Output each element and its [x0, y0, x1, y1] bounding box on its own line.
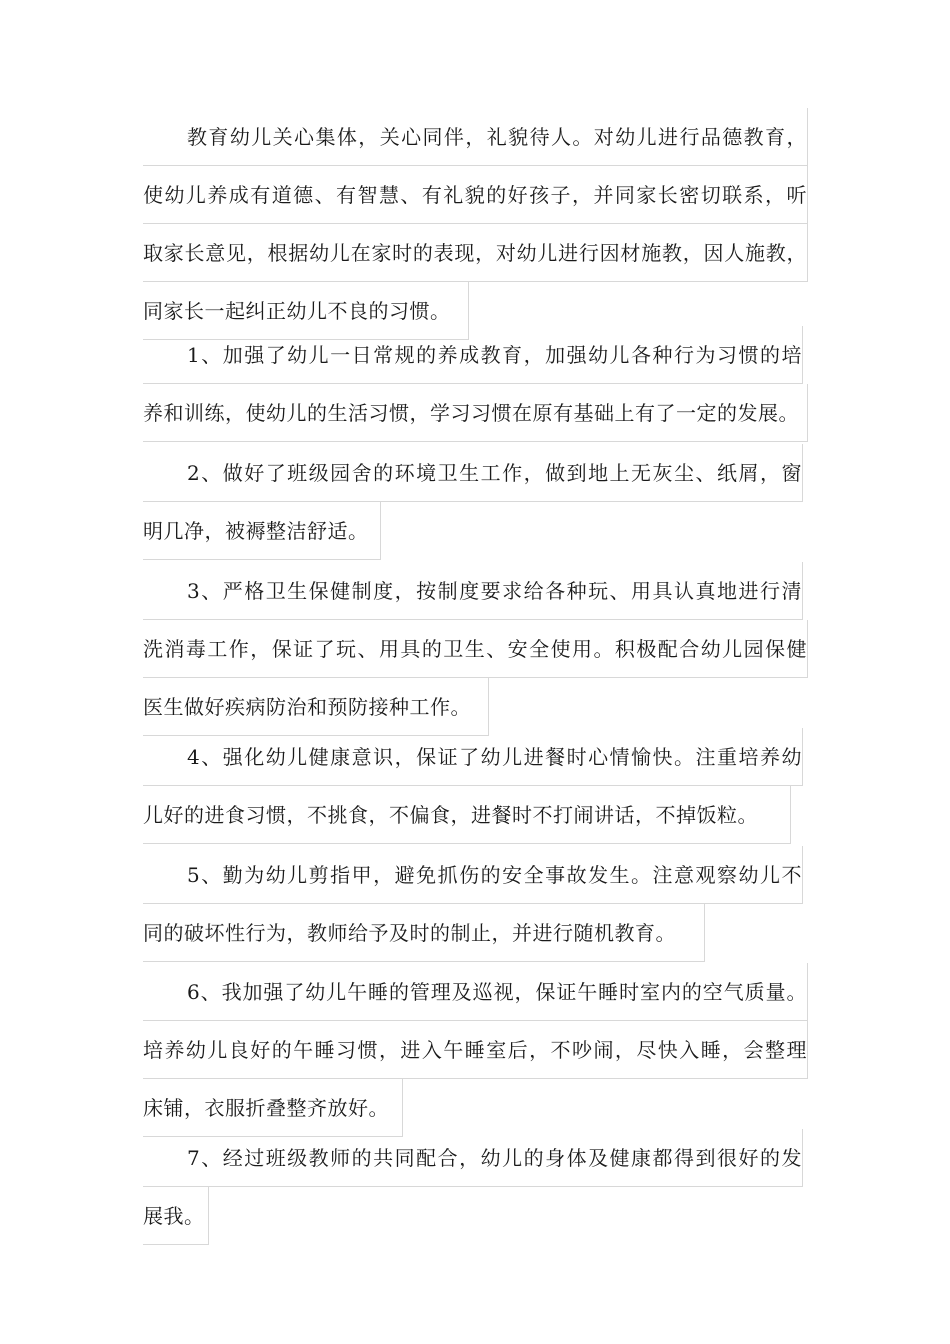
paragraph-intro	[143, 108, 808, 340]
text-line: 同家长一起纠正幼儿不良的习惯。	[143, 282, 469, 340]
text-line: 3、严格卫生保健制度，按制度要求给各种玩、用具认真地进行清	[143, 562, 803, 620]
text-line: 养和训练，使幼儿的生活习惯，学习习惯在原有基础上有了一定的发展。	[143, 384, 808, 442]
paragraph-item-7	[143, 1129, 808, 1245]
text-line: 展我。	[143, 1187, 209, 1245]
paragraph-item-1	[143, 326, 808, 442]
paragraph-item-3	[143, 562, 808, 736]
paragraph-item-6	[143, 963, 808, 1137]
text-line: 2、做好了班级园舍的环境卫生工作，做到地上无灰尘、纸屑，窗	[143, 444, 803, 502]
text-line: 医生做好疾病防治和预防接种工作。	[143, 678, 489, 736]
text-line: 5、勤为幼儿剪指甲，避免抓伤的安全事故发生。注意观察幼儿不	[143, 846, 803, 904]
text-line: 洗消毒工作，保证了玩、用具的卫生、安全使用。积极配合幼儿园保健	[143, 620, 808, 678]
text-line: 4、强化幼儿健康意识，保证了幼儿进餐时心情愉快。注重培养幼	[143, 728, 803, 786]
text-line: 取家长意见，根据幼儿在家时的表现，对幼儿进行因材施教，因人施教，	[143, 224, 808, 282]
text-line: 7、经过班级教师的共同配合，幼儿的身体及健康都得到很好的发	[143, 1129, 803, 1187]
paragraph-item-4	[143, 728, 808, 844]
paragraph-item-5	[143, 846, 808, 962]
text-line: 教育幼儿关心集体，关心同伴，礼貌待人。对幼儿进行品德教育，	[143, 108, 808, 166]
text-line: 6、我加强了幼儿午睡的管理及巡视，保证午睡时室内的空气质量。	[143, 963, 808, 1021]
text-line: 使幼儿养成有道德、有智慧、有礼貌的好孩子，并同家长密切联系，听	[143, 166, 808, 224]
text-line: 明几净，被褥整洁舒适。	[143, 502, 381, 560]
text-line: 同的破坏性行为，教师给予及时的制止，并进行随机教育。	[143, 904, 705, 962]
text-line: 儿好的进食习惯，不挑食，不偏食，进餐时不打闹讲话，不掉饭粒。	[143, 786, 791, 844]
paragraph-item-2	[143, 444, 808, 560]
text-line: 床铺，衣服折叠整齐放好。	[143, 1079, 403, 1137]
text-line: 培养幼儿良好的午睡习惯，进入午睡室后，不吵闹，尽快入睡，会整理	[143, 1021, 808, 1079]
text-line: 1、加强了幼儿一日常规的养成教育，加强幼儿各种行为习惯的培	[143, 326, 803, 384]
